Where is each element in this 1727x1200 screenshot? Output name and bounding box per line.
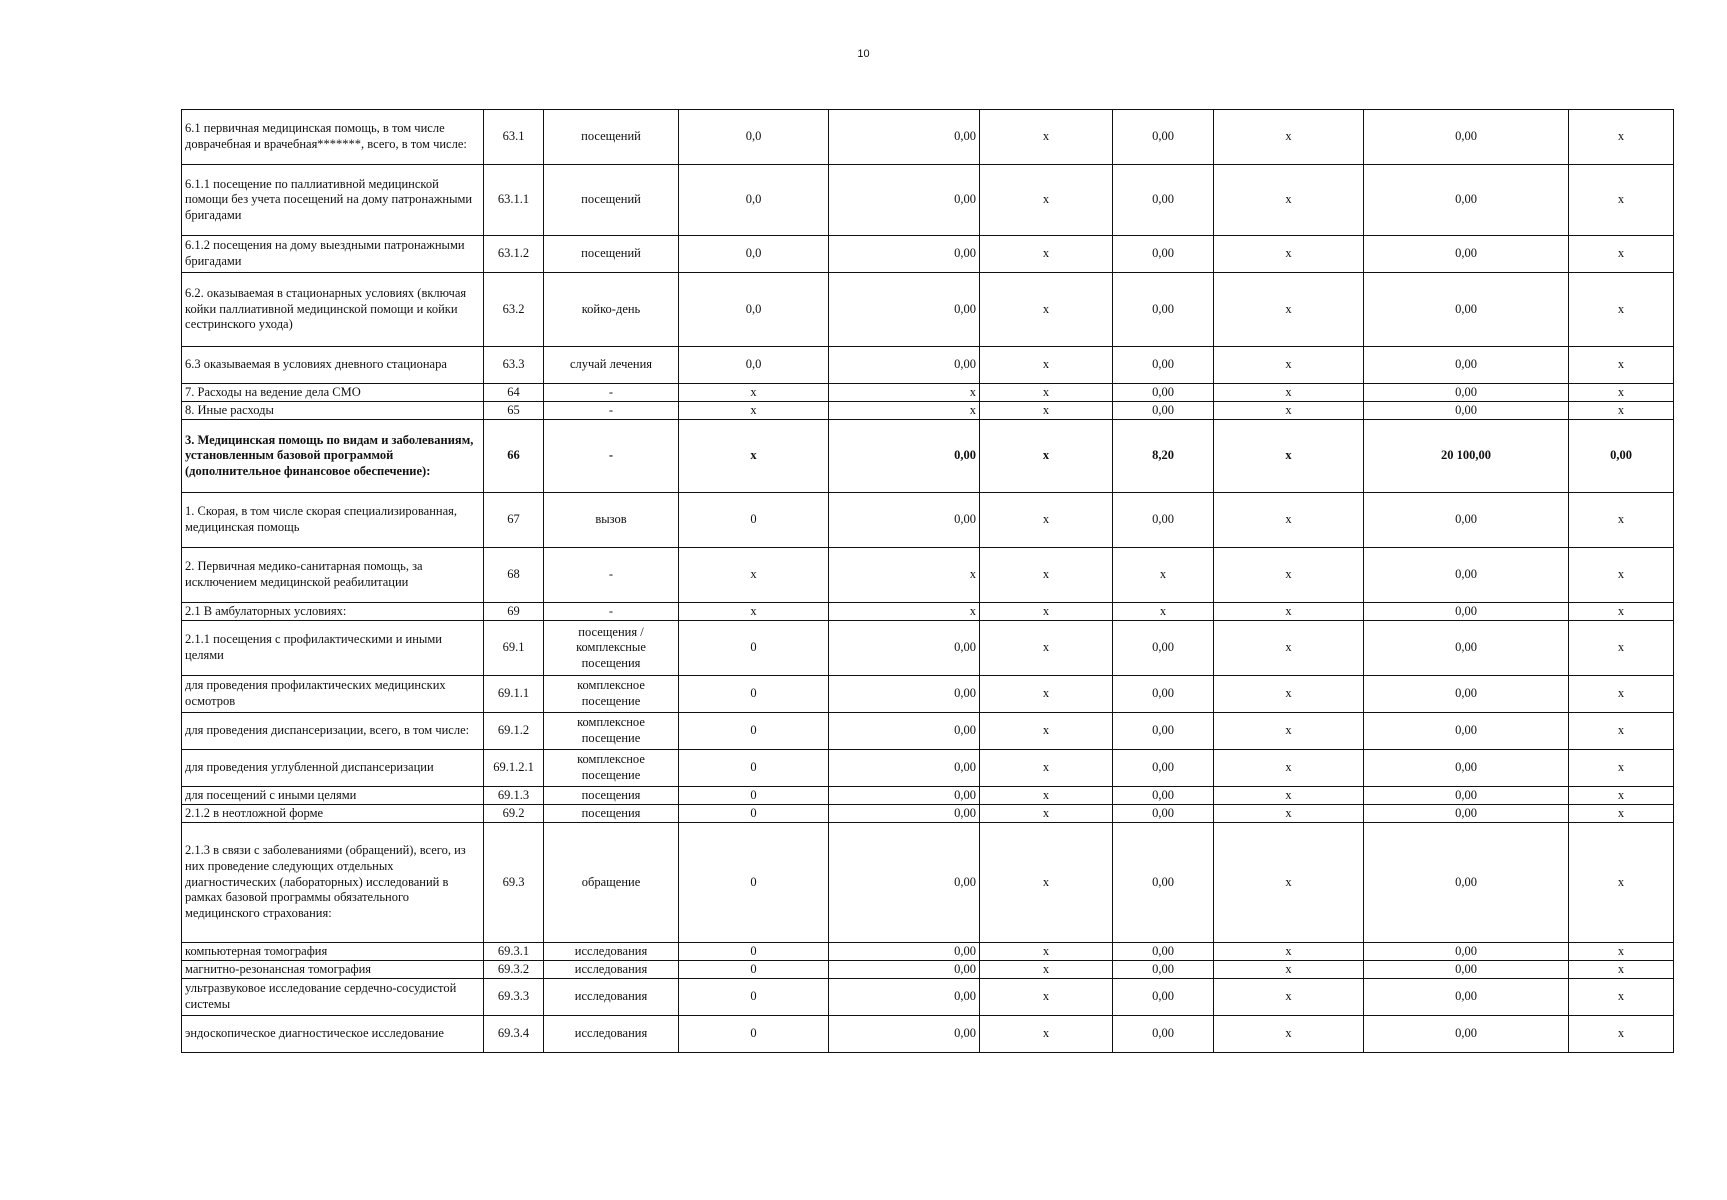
- value-cell: x: [980, 1016, 1113, 1053]
- value-cell: 0,00: [1364, 1016, 1569, 1053]
- row-code-cell: 69.3.3: [484, 979, 544, 1016]
- row-code-cell: 67: [484, 493, 544, 548]
- value-cell: 0,00: [829, 805, 980, 823]
- value-cell: 0,00: [1364, 713, 1569, 750]
- value-cell: x: [980, 805, 1113, 823]
- value-cell: 0,00: [1364, 548, 1569, 603]
- unit-cell: случай лечения: [544, 347, 679, 384]
- value-cell: 0,00: [829, 165, 980, 236]
- table-row: [182, 750, 1674, 787]
- value-cell: x: [980, 493, 1113, 548]
- value-cell: x: [1214, 493, 1364, 548]
- value-cell: 0,0: [679, 110, 829, 165]
- unit-cell: исследования: [544, 979, 679, 1016]
- value-cell: x: [1569, 805, 1674, 823]
- value-cell: x: [1569, 165, 1674, 236]
- row-name-cell: ультразвуковое исследование сердечно-сосудистой системы: [182, 979, 484, 1016]
- unit-cell: -: [544, 402, 679, 420]
- table-row: [182, 110, 1674, 165]
- value-cell: 0,00: [1113, 273, 1214, 347]
- value-cell: 0,00: [829, 236, 980, 273]
- value-cell: 0,00: [829, 961, 980, 979]
- value-cell: x: [980, 676, 1113, 713]
- value-cell: 0,00: [1364, 165, 1569, 236]
- row-name-cell: 6.1 первичная медицинская помощь, в том числе доврачебная и врачебная*******, всего, в том числе:: [182, 110, 484, 165]
- row-name-cell: 2.1.1 посещения с профилактическими и иными целями: [182, 621, 484, 676]
- value-cell: x: [679, 420, 829, 493]
- row-name-cell: 2.1 В амбулаторных условиях:: [182, 603, 484, 621]
- value-cell: x: [829, 384, 980, 402]
- unit-cell: комплексное посещение: [544, 676, 679, 713]
- value-cell: 0: [679, 493, 829, 548]
- value-cell: 0,00: [1364, 979, 1569, 1016]
- value-cell: 0,00: [1113, 110, 1214, 165]
- row-code-cell: 63.2: [484, 273, 544, 347]
- unit-cell: обращение: [544, 823, 679, 943]
- value-cell: 0,00: [829, 347, 980, 384]
- value-cell: 0,00: [1113, 347, 1214, 384]
- value-cell: 0,0: [679, 273, 829, 347]
- row-code-cell: 63.3: [484, 347, 544, 384]
- data-table: [181, 109, 1674, 1053]
- value-cell: 0,00: [1113, 961, 1214, 979]
- row-code-cell: 66: [484, 420, 544, 493]
- value-cell: x: [1569, 979, 1674, 1016]
- value-cell: x: [1569, 493, 1674, 548]
- value-cell: x: [1569, 823, 1674, 943]
- value-cell: 0,00: [1113, 1016, 1214, 1053]
- table-row: [182, 943, 1674, 961]
- unit-cell: исследования: [544, 961, 679, 979]
- value-cell: 0,00: [1364, 961, 1569, 979]
- row-name-cell: 2.1.2 в неотложной форме: [182, 805, 484, 823]
- value-cell: x: [1569, 603, 1674, 621]
- value-cell: x: [980, 420, 1113, 493]
- unit-cell: исследования: [544, 1016, 679, 1053]
- row-code-cell: 68: [484, 548, 544, 603]
- value-cell: x: [1214, 823, 1364, 943]
- unit-cell: -: [544, 384, 679, 402]
- value-cell: x: [1569, 236, 1674, 273]
- value-cell: x: [980, 347, 1113, 384]
- value-cell: x: [1214, 236, 1364, 273]
- value-cell: 0: [679, 676, 829, 713]
- value-cell: 0,00: [1364, 823, 1569, 943]
- row-code-cell: 69.1: [484, 621, 544, 676]
- value-cell: 0: [679, 943, 829, 961]
- value-cell: x: [1569, 384, 1674, 402]
- table-row: [182, 420, 1674, 493]
- value-cell: x: [1569, 713, 1674, 750]
- unit-cell: комплексное посещение: [544, 750, 679, 787]
- value-cell: x: [1569, 676, 1674, 713]
- table-row: [182, 548, 1674, 603]
- value-cell: x: [1569, 347, 1674, 384]
- value-cell: x: [1569, 621, 1674, 676]
- value-cell: 0,00: [1113, 823, 1214, 943]
- value-cell: 0,00: [1113, 943, 1214, 961]
- value-cell: 20 100,00: [1364, 420, 1569, 493]
- value-cell: x: [679, 384, 829, 402]
- row-name-cell: 6.1.2 посещения на дому выездными патронажными бригадами: [182, 236, 484, 273]
- value-cell: 0,00: [1113, 713, 1214, 750]
- table-row: [182, 384, 1674, 402]
- row-name-cell: 7. Расходы на ведение дела СМО: [182, 384, 484, 402]
- value-cell: 0,00: [1364, 493, 1569, 548]
- value-cell: 0,00: [1364, 621, 1569, 676]
- unit-cell: -: [544, 420, 679, 493]
- value-cell: x: [1214, 347, 1364, 384]
- value-cell: 0: [679, 621, 829, 676]
- table-row: [182, 823, 1674, 943]
- value-cell: 0,00: [1113, 621, 1214, 676]
- value-cell: 0,00: [829, 420, 980, 493]
- value-cell: x: [980, 603, 1113, 621]
- value-cell: x: [1113, 548, 1214, 603]
- row-name-cell: 8. Иные расходы: [182, 402, 484, 420]
- value-cell: 0,00: [1364, 676, 1569, 713]
- value-cell: x: [980, 787, 1113, 805]
- value-cell: x: [1569, 750, 1674, 787]
- value-cell: 0,00: [829, 979, 980, 1016]
- value-cell: 0,00: [1364, 347, 1569, 384]
- value-cell: 0: [679, 823, 829, 943]
- unit-cell: -: [544, 548, 679, 603]
- value-cell: 0,00: [829, 110, 980, 165]
- value-cell: x: [1569, 548, 1674, 603]
- value-cell: 0: [679, 750, 829, 787]
- row-name-cell: для посещений с иными целями: [182, 787, 484, 805]
- value-cell: 0: [679, 979, 829, 1016]
- value-cell: x: [679, 603, 829, 621]
- row-name-cell: для проведения профилактических медицинских осмотров: [182, 676, 484, 713]
- value-cell: 0,00: [829, 823, 980, 943]
- table-row: [182, 493, 1674, 548]
- value-cell: 0,00: [1364, 110, 1569, 165]
- value-cell: 0,0: [679, 236, 829, 273]
- table-row: [182, 805, 1674, 823]
- row-code-cell: 63.1: [484, 110, 544, 165]
- unit-cell: -: [544, 603, 679, 621]
- value-cell: x: [1214, 384, 1364, 402]
- value-cell: x: [1569, 943, 1674, 961]
- value-cell: 0: [679, 805, 829, 823]
- unit-cell: посещения: [544, 805, 679, 823]
- row-code-cell: 69.1.3: [484, 787, 544, 805]
- unit-cell: посещений: [544, 110, 679, 165]
- value-cell: x: [1569, 273, 1674, 347]
- table-row: [182, 273, 1674, 347]
- row-code-cell: 69.1.1: [484, 676, 544, 713]
- value-cell: 0,00: [829, 621, 980, 676]
- value-cell: 0,00: [829, 493, 980, 548]
- row-code-cell: 63.1.1: [484, 165, 544, 236]
- row-code-cell: 65: [484, 402, 544, 420]
- row-name-cell: компьютерная томография: [182, 943, 484, 961]
- value-cell: 0,00: [1364, 943, 1569, 961]
- value-cell: x: [980, 713, 1113, 750]
- row-code-cell: 64: [484, 384, 544, 402]
- table-row: [182, 236, 1674, 273]
- row-code-cell: 69.1.2: [484, 713, 544, 750]
- row-name-cell: эндоскопическое диагностическое исследование: [182, 1016, 484, 1053]
- table-row: [182, 402, 1674, 420]
- table-row: [182, 347, 1674, 384]
- value-cell: 0,00: [1364, 805, 1569, 823]
- table-row: [182, 961, 1674, 979]
- value-cell: x: [980, 750, 1113, 787]
- value-cell: 0,00: [1113, 165, 1214, 236]
- value-cell: 0,00: [1364, 603, 1569, 621]
- value-cell: x: [1569, 787, 1674, 805]
- row-name-cell: 1. Скорая, в том числе скорая специализированная, медицинская помощь: [182, 493, 484, 548]
- table-row: [182, 787, 1674, 805]
- value-cell: 0: [679, 787, 829, 805]
- value-cell: 0,0: [679, 347, 829, 384]
- value-cell: x: [980, 110, 1113, 165]
- table-row: [182, 165, 1674, 236]
- unit-cell: посещений: [544, 236, 679, 273]
- value-cell: x: [980, 621, 1113, 676]
- value-cell: x: [980, 402, 1113, 420]
- value-cell: 0,00: [1113, 402, 1214, 420]
- value-cell: x: [1214, 621, 1364, 676]
- value-cell: x: [980, 236, 1113, 273]
- value-cell: 8,20: [1113, 420, 1214, 493]
- row-name-cell: магнитно-резонансная томография: [182, 961, 484, 979]
- value-cell: x: [1214, 961, 1364, 979]
- value-cell: 0,00: [829, 943, 980, 961]
- value-cell: x: [1569, 1016, 1674, 1053]
- row-name-cell: 6.2. оказываемая в стационарных условиях (включая койки паллиативной медицинской помощи и койки сестринского ухода): [182, 273, 484, 347]
- value-cell: 0,00: [1113, 236, 1214, 273]
- value-cell: 0,00: [829, 713, 980, 750]
- value-cell: 0,00: [829, 273, 980, 347]
- value-cell: x: [1214, 402, 1364, 420]
- value-cell: 0,00: [1113, 750, 1214, 787]
- value-cell: 0,00: [829, 787, 980, 805]
- row-name-cell: 6.1.1 посещение по паллиативной медицинской помощи без учета посещений на дому патронажными бригадами: [182, 165, 484, 236]
- row-code-cell: 69.3.4: [484, 1016, 544, 1053]
- value-cell: 0,00: [1113, 979, 1214, 1016]
- value-cell: 0,00: [1364, 273, 1569, 347]
- value-cell: x: [980, 979, 1113, 1016]
- value-cell: x: [980, 961, 1113, 979]
- row-code-cell: 69.3.2: [484, 961, 544, 979]
- value-cell: x: [1569, 402, 1674, 420]
- value-cell: x: [1214, 713, 1364, 750]
- row-code-cell: 69.3: [484, 823, 544, 943]
- value-cell: 0,00: [829, 676, 980, 713]
- unit-cell: посещения: [544, 787, 679, 805]
- unit-cell: вызов: [544, 493, 679, 548]
- table-row: [182, 621, 1674, 676]
- value-cell: 0: [679, 713, 829, 750]
- row-name-cell: 3. Медицинская помощь по видам и заболеваниям, установленным базовой программой (дополнительное финансовое обеспечение):: [182, 420, 484, 493]
- value-cell: 0,0: [679, 165, 829, 236]
- table-row: [182, 676, 1674, 713]
- value-cell: x: [829, 603, 980, 621]
- table-row: [182, 603, 1674, 621]
- value-cell: x: [980, 273, 1113, 347]
- value-cell: x: [1214, 943, 1364, 961]
- table-row: [182, 713, 1674, 750]
- value-cell: x: [1214, 787, 1364, 805]
- value-cell: x: [980, 548, 1113, 603]
- row-name-cell: для проведения углубленной диспансеризации: [182, 750, 484, 787]
- row-code-cell: 63.1.2: [484, 236, 544, 273]
- row-code-cell: 69: [484, 603, 544, 621]
- unit-cell: посещения / комплексные посещения: [544, 621, 679, 676]
- value-cell: 0,00: [1364, 236, 1569, 273]
- value-cell: 0: [679, 1016, 829, 1053]
- value-cell: 0,00: [1364, 750, 1569, 787]
- value-cell: x: [829, 548, 980, 603]
- value-cell: 0,00: [1364, 384, 1569, 402]
- row-name-cell: для проведения диспансеризации, всего, в том числе:: [182, 713, 484, 750]
- value-cell: x: [980, 165, 1113, 236]
- value-cell: x: [829, 402, 980, 420]
- table-row: [182, 1016, 1674, 1053]
- value-cell: 0,00: [1113, 676, 1214, 713]
- value-cell: x: [1214, 1016, 1364, 1053]
- row-name-cell: 6.3 оказываемая в условиях дневного стационара: [182, 347, 484, 384]
- value-cell: x: [1214, 548, 1364, 603]
- value-cell: x: [1214, 420, 1364, 493]
- table-row: [182, 979, 1674, 1016]
- value-cell: x: [1569, 110, 1674, 165]
- value-cell: 0,00: [829, 1016, 980, 1053]
- row-code-cell: 69.1.2.1: [484, 750, 544, 787]
- value-cell: x: [1214, 165, 1364, 236]
- value-cell: x: [1569, 961, 1674, 979]
- value-cell: x: [1214, 805, 1364, 823]
- unit-cell: койко-день: [544, 273, 679, 347]
- value-cell: x: [679, 548, 829, 603]
- value-cell: x: [1214, 110, 1364, 165]
- value-cell: x: [980, 384, 1113, 402]
- value-cell: 0,00: [1364, 787, 1569, 805]
- row-code-cell: 69.2: [484, 805, 544, 823]
- value-cell: x: [1214, 603, 1364, 621]
- value-cell: x: [1214, 750, 1364, 787]
- value-cell: x: [679, 402, 829, 420]
- value-cell: 0,00: [1113, 384, 1214, 402]
- unit-cell: комплексное посещение: [544, 713, 679, 750]
- value-cell: 0: [679, 961, 829, 979]
- row-code-cell: 69.3.1: [484, 943, 544, 961]
- value-cell: 0,00: [1569, 420, 1674, 493]
- value-cell: x: [980, 943, 1113, 961]
- value-cell: 0,00: [1113, 805, 1214, 823]
- value-cell: x: [1214, 676, 1364, 713]
- value-cell: 0,00: [1113, 787, 1214, 805]
- value-cell: x: [1214, 979, 1364, 1016]
- value-cell: 0,00: [1364, 402, 1569, 420]
- value-cell: x: [980, 823, 1113, 943]
- row-name-cell: 2.1.3 в связи с заболеваниями (обращений), всего, из них проведение следующих отдельных диагностических (лабораторных) исследований в рамках базовой программы обязательного медицинского страхования:: [182, 823, 484, 943]
- value-cell: x: [1113, 603, 1214, 621]
- row-name-cell: 2. Первичная медико-санитарная помощь, за исключением медицинской реабилитации: [182, 548, 484, 603]
- unit-cell: посещений: [544, 165, 679, 236]
- value-cell: 0,00: [829, 750, 980, 787]
- value-cell: x: [1214, 273, 1364, 347]
- unit-cell: исследования: [544, 943, 679, 961]
- page-number: 10: [857, 48, 870, 60]
- value-cell: 0,00: [1113, 493, 1214, 548]
